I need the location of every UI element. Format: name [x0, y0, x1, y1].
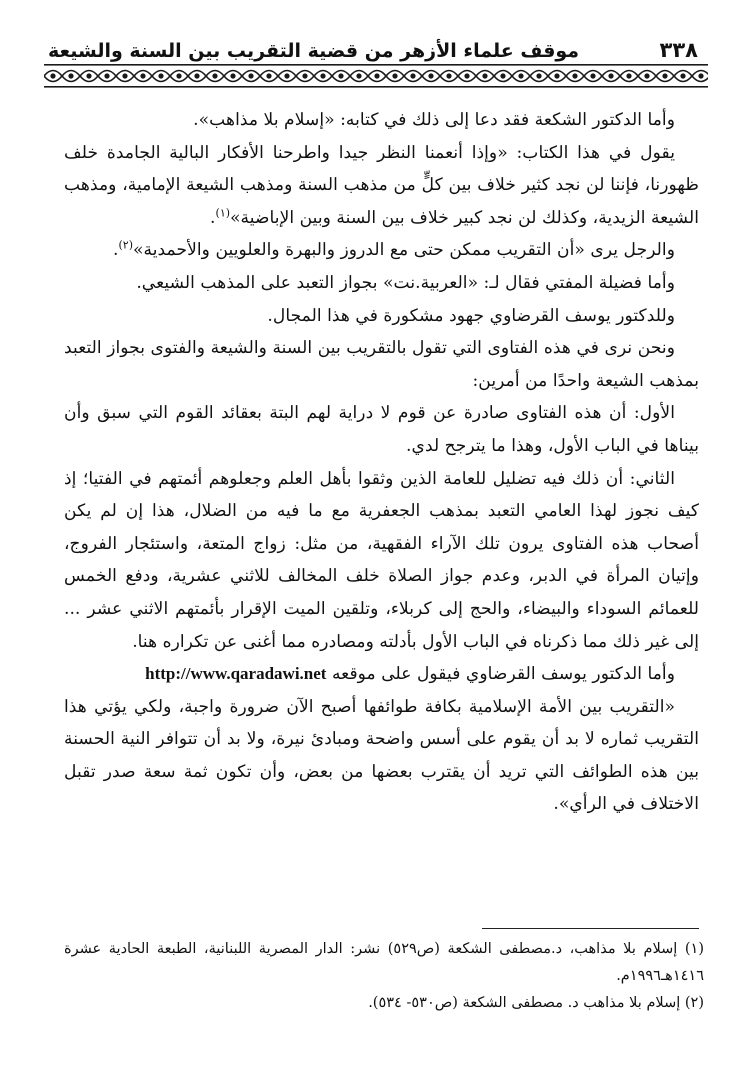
running-title: موقف علماء الأزهر من قضية التقريب بين السنة والشيعة: [48, 40, 580, 62]
paragraph-two-options: ونحن نرى في هذه الفتاوى التي تقول بالتقريب بين السنة والشيعة والفتوى بجواز التعبد بمذهب الشيعة واحدًا من أمرين:: [64, 338, 699, 391]
footnote-2: (٢) إسلام بلا مذاهب د. مصطفى الشكعة (ص٥٣٠- ٥٣٤).: [368, 995, 704, 1011]
footnote-divider: [482, 928, 699, 929]
paragraph-qaradawi-efforts: وللدكتور يوسف القرضاوي جهود مشكورة في هذا المجال.: [267, 305, 675, 326]
paragraph-qaradawi-site: [64, 658, 699, 691]
footnote-marker-2[interactable]: (٢): [118, 238, 133, 252]
paragraph-text: والرجل يرى «أن التقريب ممكن حتى مع الدروز والبهرة والعلويين والأحمدية»: [133, 240, 675, 261]
body-text: [64, 104, 699, 821]
paragraph-shakaa-quote: يقول في هذا الكتاب: «وإذا أنعمنا النظر جيدا واطرحنا الأفكار البالية الجامدة خلف ظهورنا، فإننا لن نجد كثير خلاف بين كلٍّ من مذهب السنة ومذهب الشيعة الإمامية، ومذهب الشيعة الزيدية، وكذلك لن نجد كبير خلاف بين السنة وبين الإباضية»$^{(١)}$.: [64, 142, 699, 228]
footnote-marker-1[interactable]: (١): [215, 206, 231, 220]
qaradawi-line-text: وأما الدكتور يوسف القرضاوي فيقول على موقعه: [331, 664, 675, 685]
arabesque-border-ornament-icon: [44, 62, 708, 90]
page-number: ٣٣٨: [659, 38, 698, 62]
page-header: [48, 28, 698, 62]
paragraph-mufti: وأما فضيلة المفتي فقال لـ: «العربية.نت» بجواز التعبد على المذهب الشيعي.: [136, 272, 675, 293]
paragraph-text: يقول في هذا الكتاب: «وإذا أنعمنا النظر جيدا واطرحنا الأفكار البالية الجامدة خلف ظهورنا، فإننا لن نجد كثير خلاف بين كلٍّ من مذهب السنة ومذهب الشيعة الإمامية، ومذهب الشيعة الزيدية، وكذلك لن نجد كبير خلاف بين السنة وبين الإباضية»: [64, 142, 699, 228]
paragraph-first-option: الأول: أن هذه الفتاوى صادرة عن قوم لا دراية لهم البتة بعقائد القوم التي سبق وأن بيناها في الباب الأول، وهذا ما يترجح لدي.: [64, 403, 699, 456]
footnotes: [64, 936, 704, 1017]
paragraph-second-option: الثاني: أن ذلك فيه تضليل للعامة الذين وثقوا بأهل العلم وجعلوهم أئمتهم في الفتيا؛ إذ كيف نجوز لهذا العامي التعبد بمذهب الجعفرية مع ما فيه من الضلال، هذا إن لم يكن أصحاب هذه الفتاوى يرون تلك الآراء الفقهية، من مثل: زواج المتعة، واستئجار الفروج، وإتيان المرأة في الدبر، وعدم جواز الصلاة خلف المخالف للاثني عشرية، ودفع الخمس للعمائم السوداء والبيضاء، والحج إلى كربلاء، وتلقين الميت الإقرار بأئمتهم الاثني عشر ... إلى غير ذلك مما ذكرناه في الباب الأول بأدلته ومصادره مما أغنى عن تكراره هنا.: [64, 468, 699, 652]
paragraph-qaradawi-quote: «التقريب بين الأمة الإسلامية بكافة طوائفها أصبح الآن ضرورة واجبة، ولكي يؤتي هذا التقريب ثماره لا بد أن يقوم على أسس واضحة ومبادئ نيرة، ولا بد أن تتوافر النية الحسنة بين هذه الطوائف التي تريد أن يقترب بعضها من بعض، وأن تكون ثمة سعة صدر تقبل الاختلاف في الرأي».: [64, 696, 699, 815]
footnote-1: (١) إسلام بلا مذاهب، د.مصطفى الشكعة (ص٥٢٩) نشر: الدار المصرية اللبنانية، الطبعة الحادية عشرة ١٤١٦هـ١٩٩٦م.: [64, 941, 704, 984]
qaradawi-url-link[interactable]: http://www.qaradawi.net: [145, 664, 327, 684]
paragraph-shakaa-intro: وأما الدكتور الشكعة فقد دعا إلى ذلك في كتابه: «إسلام بلا مذاهب».: [193, 110, 675, 130]
paragraph-rajul: والرجل يرى «أن التقريب ممكن حتى مع الدروز والبهرة والعلويين والأحمدية»$^{(٢)}$.: [113, 238, 675, 261]
